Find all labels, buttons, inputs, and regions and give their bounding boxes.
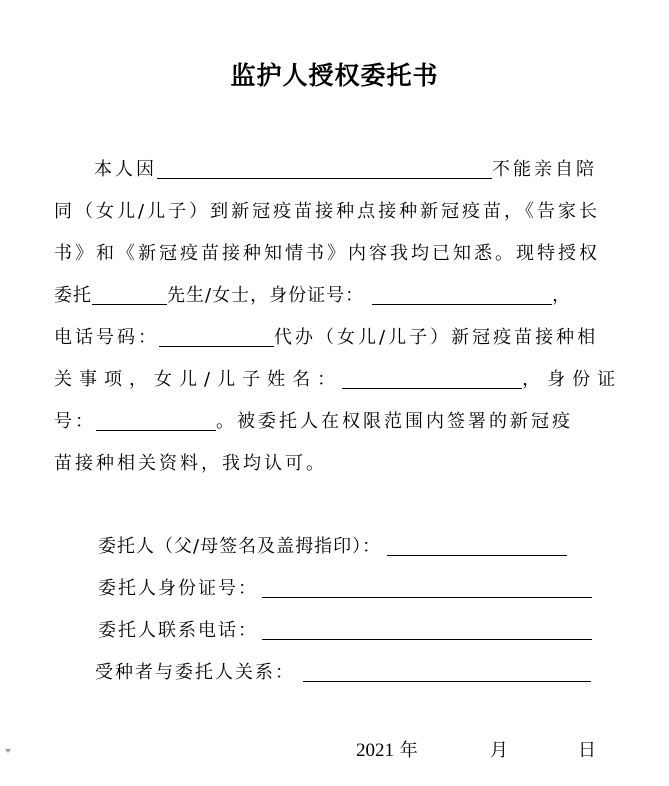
reason-blank[interactable]	[157, 158, 492, 179]
body-text: 委托	[54, 285, 92, 306]
body-line-3	[54, 241, 614, 267]
delegator-id-row	[98, 576, 592, 602]
date-day: 日	[578, 740, 596, 761]
signature-label: 委托人联系电话：	[98, 620, 258, 641]
body-text: ，身份证	[522, 369, 623, 390]
body-line-2	[54, 199, 614, 225]
delegator-phone-blank[interactable]	[262, 619, 592, 640]
body-text: 代办（女儿/儿子）新冠疫苗接种相	[274, 327, 599, 348]
body-text: 关事项，女儿/儿子姓名：	[54, 369, 343, 390]
body-line-4	[54, 283, 614, 309]
signature-label: 委托人身份证号：	[98, 578, 258, 599]
delegator-id-blank[interactable]	[262, 577, 592, 598]
delegator-phone-row	[98, 618, 592, 644]
body-text: 先生/女士，身份证号：	[167, 285, 365, 306]
delegator-sign-row	[98, 534, 567, 560]
body-text: 同（女儿/儿子）到新冠疫苗接种点接种新冠疫苗，《告家长	[54, 201, 601, 222]
agent-name-blank[interactable]	[92, 284, 167, 305]
body-line-6	[54, 367, 623, 393]
body-text: ，	[552, 285, 572, 306]
document-title: 监护人授权委托书	[230, 61, 439, 90]
agent-id-blank[interactable]	[372, 284, 552, 305]
child-name-blank[interactable]	[342, 368, 522, 389]
year-value: 2021	[356, 740, 394, 761]
signature-label: 受种者与委托人关系：	[95, 662, 295, 683]
body-line-5	[54, 325, 614, 351]
body-text: 书》和《新冠疫苗接种知情书》内容我均已知悉。现特授权	[54, 243, 600, 264]
date-year	[356, 738, 418, 764]
relationship-blank[interactable]	[303, 661, 591, 682]
agent-phone-blank[interactable]	[159, 326, 274, 347]
body-text: 。被委托人在权限范围内签署的新冠疫	[216, 411, 573, 432]
body-line-7	[54, 409, 614, 435]
body-line-8	[54, 451, 614, 477]
body-text: 不能亲自陪	[492, 159, 597, 180]
body-text: 本人因	[94, 159, 157, 180]
date-month: 月	[490, 740, 508, 761]
body-text: 电话号码：	[54, 327, 159, 348]
body-text: 苗接种相关资料，我均认可。	[54, 453, 327, 474]
signature-label: 委托人（父/母签名及盖拇指印）：	[98, 536, 382, 557]
relationship-row	[95, 660, 591, 686]
year-unit: 年	[399, 740, 418, 761]
body-text: 号：	[54, 411, 96, 432]
child-id-blank[interactable]	[96, 410, 216, 431]
paragraph-marker-icon	[5, 749, 11, 753]
delegator-sign-blank[interactable]	[387, 535, 567, 556]
body-line-1	[94, 157, 614, 183]
